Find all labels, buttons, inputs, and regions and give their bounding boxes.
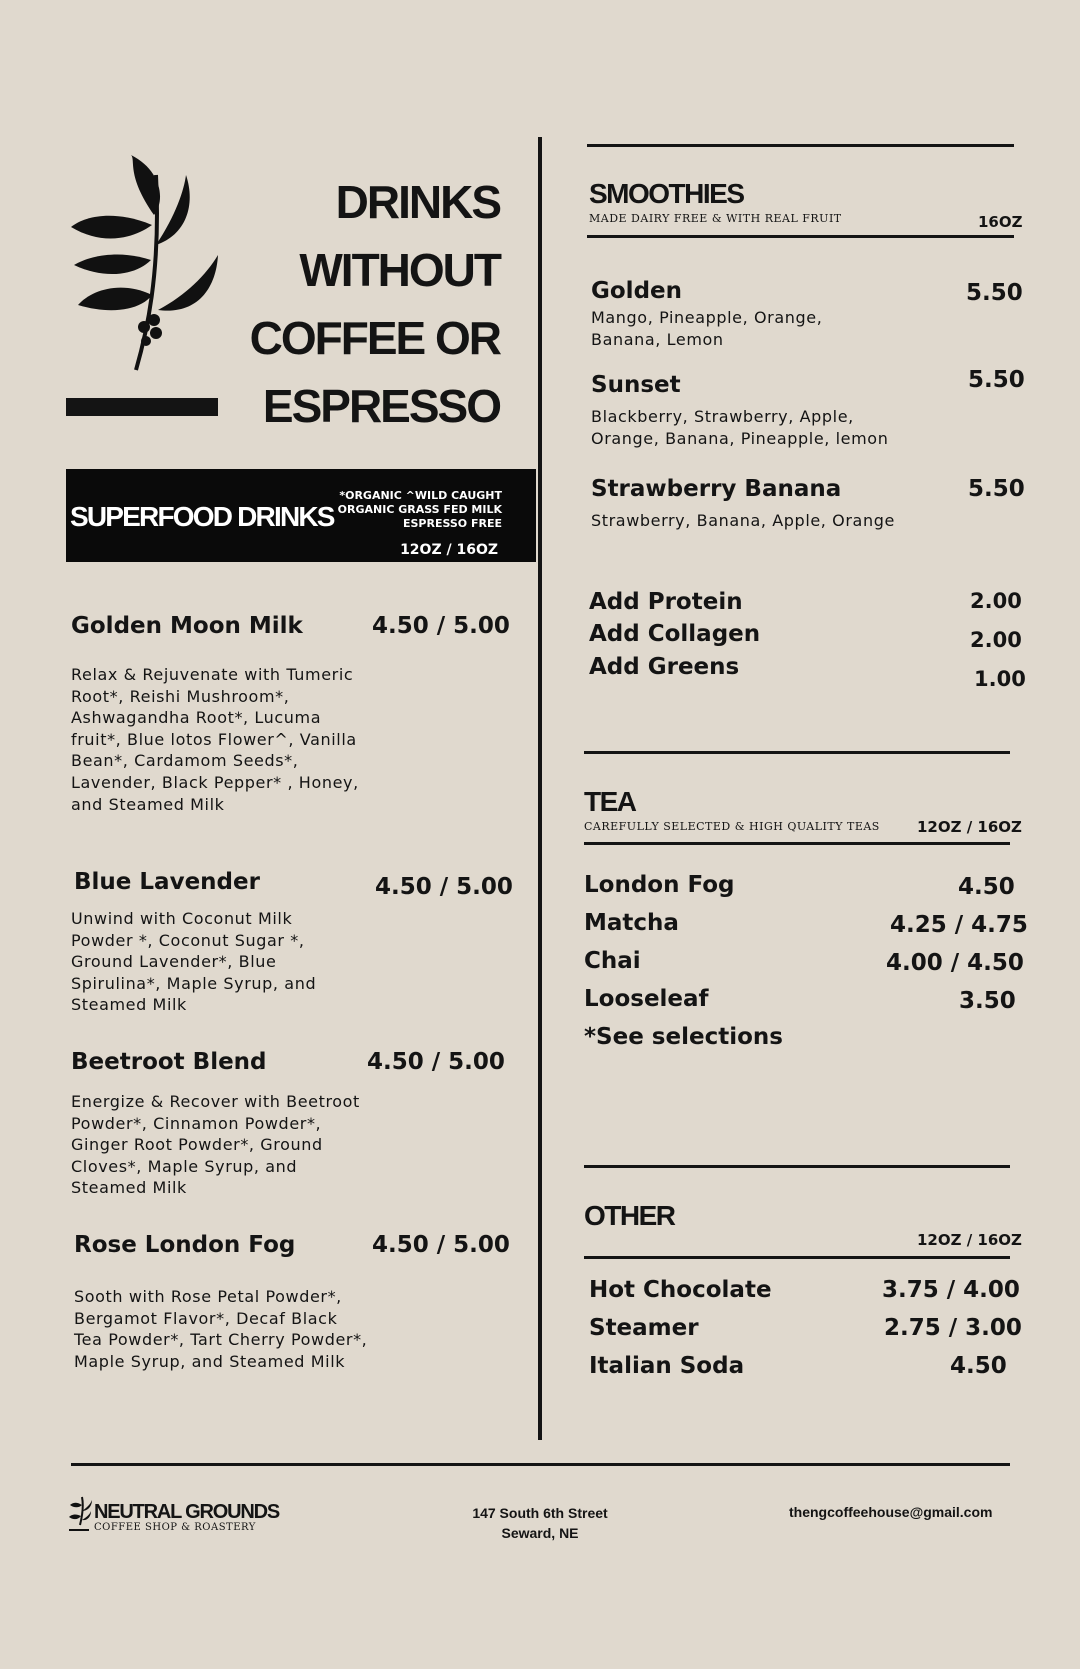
item-price: 4.50 / 5.00 (375, 874, 513, 900)
item-name: Chai (584, 948, 641, 974)
section-rule (587, 235, 1014, 238)
item-price: 4.50 (950, 1353, 1007, 1379)
item-name: Strawberry Banana (591, 476, 842, 502)
item-price: 3.50 (959, 988, 1016, 1014)
smoothies-title: SMOOTHIES (589, 178, 744, 209)
headline-line: DRINKS (335, 176, 500, 228)
item-description: Sooth with Rose Petal Powder*, Bergamot Flavor*, Decaf Black Tea Powder*, Tart Cherry Powder*, Maple Syrup, and Steamed Milk (74, 1287, 368, 1371)
item-price: 4.50 (958, 874, 1015, 900)
item-name: Golden (591, 278, 683, 304)
section-rule (584, 842, 1010, 845)
section-rule (587, 144, 1014, 147)
item-price: 5.50 (968, 476, 1025, 502)
section-rule (584, 1256, 1010, 1259)
addon-price: 2.00 (970, 628, 1022, 652)
item-name: Sunset (591, 372, 681, 398)
item-description: Energize & Recover with Beetroot Powder*, Cinnamon Powder*, Ginger Root Powder*, Ground Cloves*, Maple Syrup, and Steamed Milk (71, 1092, 360, 1198)
item-name: Blue Lavender (74, 869, 260, 895)
other-sizes: 12OZ / 16OZ (917, 1231, 1022, 1249)
item-name: Looseleaf (584, 986, 709, 1012)
footer-address (440, 1503, 640, 1543)
address-line: 147 South 6th Street (472, 1505, 608, 1521)
other-title: OTHER (584, 1200, 675, 1231)
item-name: London Fog (584, 872, 735, 898)
smoothies-subtitle: MADE DAIRY FREE & WITH REAL FRUIT (589, 212, 842, 225)
footer-brand: NEUTRAL GROUNDS (94, 1501, 279, 1523)
tea-note: *See selections (584, 1024, 783, 1050)
addon-price: 2.00 (970, 589, 1022, 613)
superfood-title: SUPERFOOD DRINKS (70, 501, 334, 532)
item-name: Beetroot Blend (71, 1049, 267, 1075)
item-price: 3.75 / 4.00 (882, 1277, 1020, 1303)
addon-name: Add Greens (589, 654, 740, 680)
addon-name: Add Protein (589, 589, 743, 615)
item-price: 5.50 (966, 280, 1023, 306)
item-price: 4.25 / 4.75 (890, 912, 1028, 938)
tea-subtitle: CAREFULLY SELECTED & HIGH QUALITY TEAS (584, 820, 880, 833)
superfood-note: ORGANIC GRASS FED MILK (337, 503, 502, 516)
item-price: 4.50 / 5.00 (372, 1232, 510, 1258)
item-description: Unwind with Coconut Milk Powder *, Coconut Sugar *, Ground Lavender*, Blue Spirulina*, Maple Syrup, and Steamed Milk (71, 909, 317, 1015)
headline-line: COFFEE OR (249, 312, 500, 364)
addon-name: Add Collagen (589, 621, 761, 647)
column-divider (538, 137, 542, 1440)
footer-email[interactable]: thengcoffeehouse@gmail.com (789, 1504, 993, 1520)
item-name: Rose London Fog (74, 1232, 296, 1258)
headline-line: WITHOUT (299, 244, 500, 296)
coffee-branch-icon (68, 1495, 94, 1533)
footer-logo (68, 1495, 94, 1533)
headline-line: ESPRESSO (262, 380, 500, 432)
item-name: Italian Soda (589, 1353, 745, 1379)
footer-rule (71, 1463, 1010, 1466)
superfood-notes (338, 489, 502, 531)
item-name: Steamer (589, 1315, 699, 1341)
item-description: Relax & Rejuvenate with Tumeric Root*, Reishi Mushroom*, Ashwagandha Root*, Lucuma fruit*, Blue lotos Flower^, Vanilla Bean*, Cardamom Seeds*, Lavender, Black Pepper* , Honey, and Steamed Milk (71, 665, 359, 814)
item-price: 4.50 / 5.00 (372, 613, 510, 639)
item-price: 5.50 (968, 367, 1025, 393)
superfood-banner (66, 469, 536, 562)
footer-tagline: COFFEE SHOP & ROASTERY (94, 1522, 256, 1533)
superfood-note: ESPRESSO FREE (402, 517, 502, 530)
tea-title: TEA (584, 786, 636, 817)
item-name: Matcha (584, 910, 679, 936)
section-rule (584, 1165, 1010, 1168)
smoothies-size: 16OZ (978, 213, 1023, 231)
item-name: Golden Moon Milk (71, 613, 303, 639)
page-headline (170, 168, 500, 440)
item-description: Mango, Pineapple, Orange, Banana, Lemon (591, 308, 823, 349)
item-price: 4.50 / 5.00 (367, 1049, 505, 1075)
section-rule (584, 751, 1010, 754)
superfood-sizes: 12OZ / 16OZ (400, 542, 498, 558)
item-price: 2.75 / 3.00 (884, 1315, 1022, 1341)
item-price: 4.00 / 4.50 (886, 950, 1024, 976)
superfood-note: *ORGANIC ^WILD CAUGHT (339, 489, 502, 502)
item-description: Blackberry, Strawberry, Apple, Orange, Banana, Pineapple, lemon (591, 407, 889, 448)
addon-price: 1.00 (974, 667, 1026, 691)
item-description: Strawberry, Banana, Apple, Orange (591, 511, 895, 530)
address-line: Seward, NE (501, 1525, 579, 1541)
item-name: Hot Chocolate (589, 1277, 772, 1303)
tea-sizes: 12OZ / 16OZ (917, 818, 1022, 836)
